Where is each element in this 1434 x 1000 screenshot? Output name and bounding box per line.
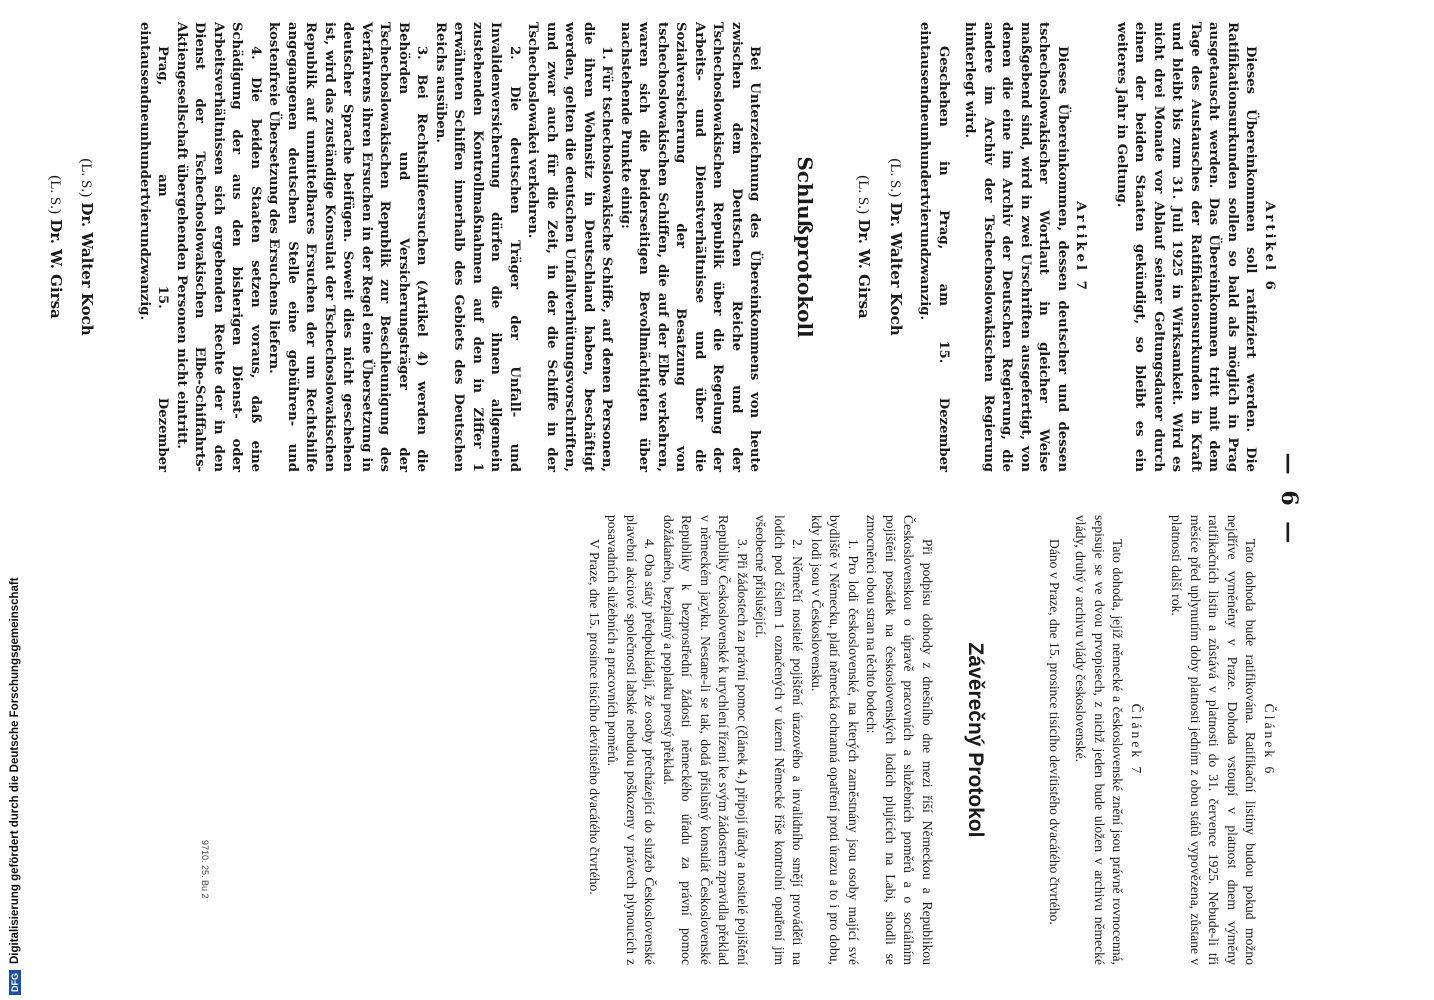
czech-article-7-heading: Článek 7 xyxy=(1129,703,1144,777)
czech-column xyxy=(585,515,1281,965)
german-point-2: 2. Die deutschen Träger der Unfall- und Invalidenversicherung dürfen die ihnen allgemein zustehenden Kontrollmaßnahmen auf den in Ziffer 1 erwähnten Schiffen innerhalb des Gebiets des Deutschen Reichs ausüben. xyxy=(433,22,522,472)
dfg-logo: DFG xyxy=(9,970,21,995)
german-point-1: 1. Für tschechoslowakische Schiffe, auf denen Personen, die ihren Wohnsitz in Deutschland haben, beschäftigt werden, gelten die deutschen Unfallverhütungsvorschriften, und zwar auch für die Zeit, in der die Schiffe in der Tschechoslowakei verkehren. xyxy=(525,22,615,472)
german-done-at: Geschehen in Prag, am 15. Dezember eintausendneunhundertvierundzwanzig. xyxy=(917,22,951,472)
signatory-name: Dr. W. Girsa xyxy=(855,219,874,319)
seal-mark: (L. S.) xyxy=(47,175,63,214)
german-article-6-heading: Artikel 6 xyxy=(1262,201,1277,293)
german-closing-date: Prag, am 15. Dezember eintausendneunhundertvierundzwanzig. xyxy=(137,22,171,472)
signatory-name: Dr. Walter Koch xyxy=(887,202,905,336)
german-protocol-intro: Bei Unterzeichnung des Übereinkommens von heute zwischen dem Deutschen Reiche und der Tschechoslowakischen Republik über die Regelung der Arbeits- und Dienstverhältnisse und über die Sozialversicherung der Besatzung von tschechoslowakischen Schiffen, die auf der Elbe verkehren, waren sich die beiderseitigen Bevollmächtigten über nachstehende Punkte einig: xyxy=(618,22,763,472)
print-mark: 9710. 25. Bu 2 xyxy=(200,840,210,899)
czech-done-at: Dáno v Praze, dne 15. prosince tisícího devítistého dvacátého čtvrtého. xyxy=(1047,539,1062,925)
czech-point-3: 3. Při žádostech za právní pomoc (článek 4.) připojí úřady a nositelé pojištění Republiky Československé k urychlení řízení ke svým žádostem zpravidla překlad v německém jazyku. Nestane-li se tak, dodá příslušný konsulát Československé Republiky k bezprostřední žádosti německého úřadu za právní pomoc dožádaného, bezplatný a poplatku prostý překlad. xyxy=(661,515,750,965)
german-article-7-heading: Artikel 7 xyxy=(1073,201,1089,293)
german-article-7-text: Dieses Übereinkommen, dessen deutscher und dessen tschechoslowakischer Wortlaut in gleicher Weise maßgebend sind, wird in zwei Urschriften ausgefertigt, von denen die eine im Archiv der Deutschen Regierung, die andere im Archiv der Tschechoslowakischen Regierung hinterlegt wird. xyxy=(962,22,1070,472)
czech-closing-date: V Praze, dne 15. prosince tisícího devítistého dvacátého čtvrtého. xyxy=(587,539,602,895)
footer-text: Digitalisierung gefördert durch die Deutsche Forschungsgemeinschaft xyxy=(9,577,21,964)
czech-point-1: 1. Pro lodi československé, na kterých zaměstnány jsou osoby mající své bydliště v Německu, platí německá ochranná opatření proti úrazu a to i pro dobu, kdy lodi jsou v Československu. xyxy=(809,515,861,965)
rotated-sheet xyxy=(47,0,1310,1000)
czech-article-6-text: Tato dohoda bude ratifikována. Ratifikační listiny budou pokud možno nejdříve vyměněny v Praze. Dohoda vstoupí v platnost dnem výměny ratifikačních listin a zůstává v platnosti do 31. července 1925. Nebude-li tři měsíce před uplynutím doby platnosti jedním z obou států vypovězena, zůstane v platnosti další rok. xyxy=(1169,515,1259,965)
czech-protocol-intro: Při podpisu dohody z dnešního dne mezi říší Německou a Republikou Československou o úpravě pracovních a služebních poměrů a o sociálním pojištění posádek na československých lodích plujících na Labi, shodli se zmocněnci obou stran na těchto bodech: xyxy=(864,515,935,965)
seal-mark: (L. S.) xyxy=(855,175,872,214)
czech-point-2: 2. Němečtí nositelé pojištění úrazového a invalidního smějí prováděti na lodích pod číslem 1 označených v území Německé říše kontrolní opatření jim všeobecně příslušející. xyxy=(753,515,806,965)
german-protocol-title: Schlußprotokoll xyxy=(793,156,817,338)
czech-article-7-text: Tato dohoda, jejíž německé a československé znění jsou právně rovnocenná, sepisuje se ve dvou prvopisech, z nichž jeden bude uložen v archivu německé vlády, druhý v archivu vlády československé. xyxy=(1073,515,1126,965)
german-article-6-text: Dieses Übereinkommen soll ratifiziert werden. Die Ratifikationsurkunden sollen so bald als möglich in Prag ausgetauscht werden. Das Übereinkommen tritt mit dem Tage des Austausches der Ratifikationsurkunden in Kraft und bleibt bis zum 31. Juli 1925 in Wirksamkeit. Wird es nicht drei Monate vor Ablauf seiner Geltungsdauer durch einen der beiden Staaten gekündigt, so bleibt es ein weiteres Jahr in Geltung. xyxy=(1114,22,1259,472)
german-signature-4 xyxy=(46,22,66,472)
digitization-footer xyxy=(8,0,22,995)
seal-mark: (L. S.) xyxy=(887,158,903,198)
german-signature-3 xyxy=(77,22,97,472)
german-signature-1 xyxy=(886,22,906,472)
czech-article-6-heading: Článek 6 xyxy=(1262,703,1277,777)
czech-protocol-title: Závěrečný Protokol xyxy=(964,642,988,838)
seal-mark: (L. S.) xyxy=(78,158,95,198)
german-point-3: 3. Bei Rechtshilfeersuchen (Artikel 4) werden die Behörden und Versicherungsträger der Tschechoslowakischen Republik zur Beschleunigung des Verfahrens ihren Ersuchen in der Regel eine Übersetzung in deutscher Sprache beifügen. Soweit dies nicht geschehen ist, wird das zuständige Konsulat der Tschechoslowakischen Republik auf unmittelbares Ersuchen der um Rechtshilfe angegangenen deutschen Stelle eine gebühren- und kostenfreie Übersetzung des Ersuchens liefern. xyxy=(266,22,430,472)
german-signature-2 xyxy=(854,22,874,472)
czech-point-4: 4. Oba státy předpokládají, že osoby přecházející do služeb Československé plavební akciové společnosti labské nebudou poškozeny v právech plynoucích z posavadních služebních a pracovních poměrů. xyxy=(605,515,658,965)
signatory-name: Dr. W. Girsa xyxy=(47,219,65,319)
german-column xyxy=(46,22,1281,472)
page-number: — 6 — xyxy=(1276,452,1302,548)
german-point-4: 4. Die beiden Staaten setzen voraus, daß eine Schädigung der aus den bisherigen Dienst- oder Arbeitsverhältnissen sich ergebenden Rechte der in den Dienst der Tschechoslowakischen Elbe-Schiffahrts-Aktiengesellschaft übergehenden Personen nicht eintritt. xyxy=(174,22,263,472)
signatory-name: Dr. Walter Koch xyxy=(78,202,97,336)
